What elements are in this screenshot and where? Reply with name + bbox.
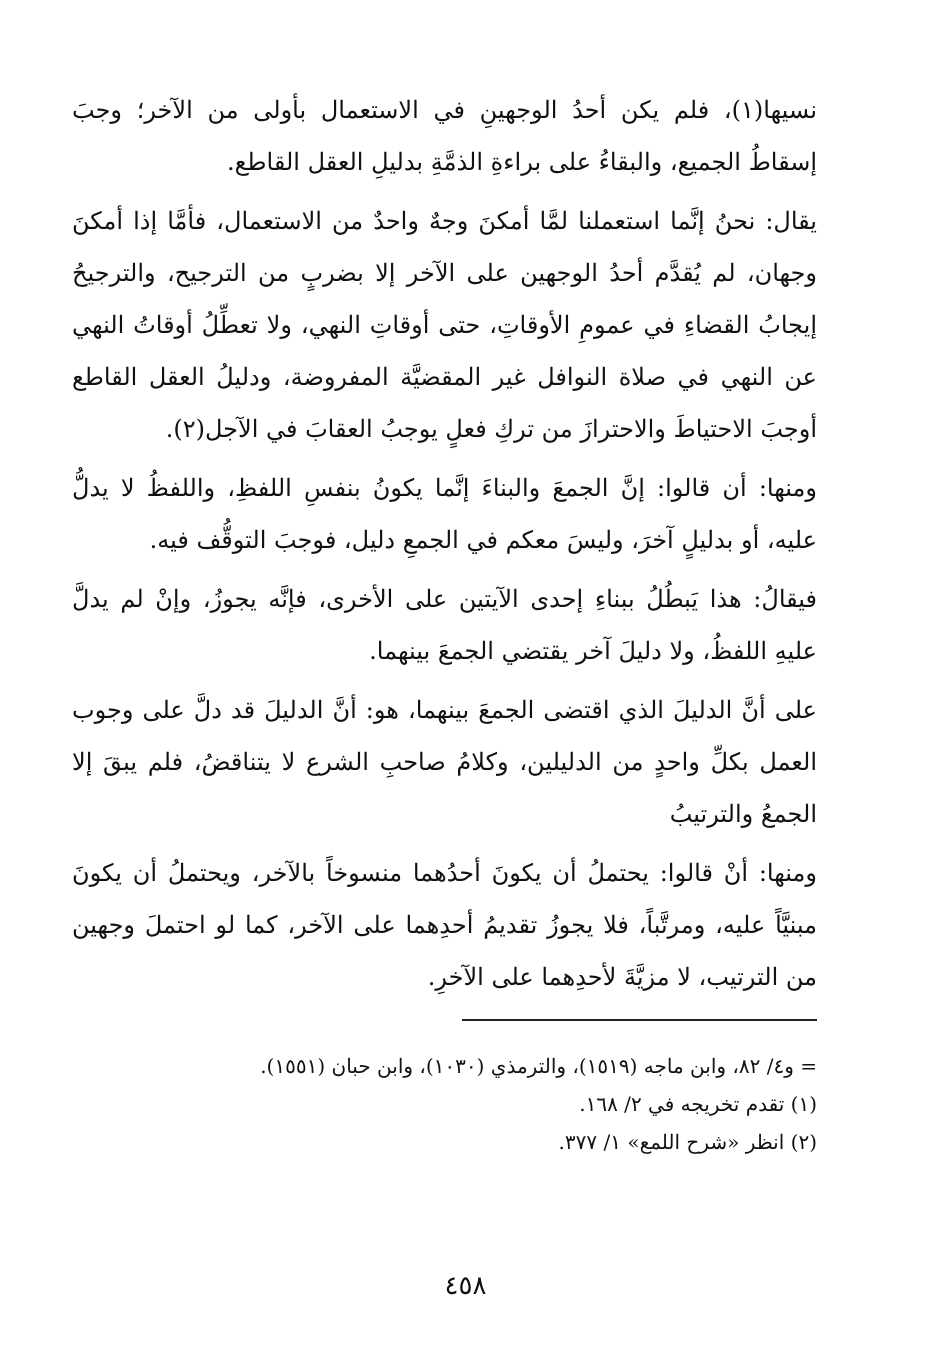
paragraph: ومنها: أن قالوا: إنَّ الجمعَ والبناءَ إنَّما يكونُ بنفسِ اللفظِ، واللفظُ لا يدلُّ عليه، أو بدليلٍ آخرَ، وليسَ معكم في الجمعِ دليل، فوجبَ التوقُّف فيه. [72,474,817,554]
footnotes [72,1047,817,1161]
paragraph: فيقالُ: هذا يَبطُلُ ببناءِ إحدى الآيتين على الأخرى، فإنَّه يجوزُ، وإنْ لم يدلَّ عليهِ اللفظُ، ولا دليلَ آخر يقتضي الجمعَ بينهما. [72,585,817,665]
footnote-divider [462,1019,817,1021]
paragraph: يقال: نحنُ إنَّما استعملنا لمَّا أمكنَ وجهٌ واحدٌ من الاستعمال، فأمَّا إذا أمكنَ وجهان، لم يُقدَّم أحدُ الوجهين على الآخر إلا بضربٍ من الترجيح، والترجيحُ إيجابُ القضاءِ في عمومِ الأوقاتِ، حتى أوقاتِ النهي، ولا تعطِّلُ أوقاتُ النهي عن النهي في صلاة النوافل غير المقضيَّة المفروضة، ودليلُ العقل القاطع أوجبَ الاحتياطَ والاحترازَ من تركِ فعلٍ يوجبُ العقابَ في الآجل(٢). [72,207,817,443]
footnote-2: (٢) انظر «شرح اللمع» ١/ ٣٧٧. [558,1130,817,1154]
footnote-continuation: = و٤/ ٨٢، وابن ماجه (١٥١٩)، والترمذي (١٠٣٠)، وابن حبان (١٥٥١). [260,1054,817,1078]
paragraph: ومنها: أنْ قالوا: يحتملُ أن يكونَ أحدُهما منسوخاً بالآخر، ويحتملُ أن يكونَ مبنيَّاً عليه، ومرتَّباً، فلا يجوزُ تقديمُ أحدِهما على الآخر، كما لو احتملَ وجهين من الترتيب، لا مزيَّةَ لأحدِهما على الآخرِ. [72,859,817,991]
paragraph: على أنَّ الدليلَ الذي اقتضى الجمعَ بينهما، هو: أنَّ الدليلَ قد دلَّ على وجوب العمل بكلِّ واحدٍ من الدليلين، وكلامُ صاحبِ الشرع لا يتناقضُ، فلم يبقَ إلا الجمعُ والترتيبُ [72,696,817,828]
footnote-1: (١) تقدم تخريجه في ٢/ ١٦٨. [579,1092,817,1116]
paragraph: نسيها(١)، فلم يكن أحدُ الوجهينِ في الاستعمال بأولى من الآخر؛ وجبَ إسقاطُ الجميع، والبقاءُ على براءةِ الذمَّةِ بدليلِ العقل القاطع. [72,96,817,176]
main-text [72,84,817,1010]
page-number: ٤٥٨ [444,1271,487,1301]
